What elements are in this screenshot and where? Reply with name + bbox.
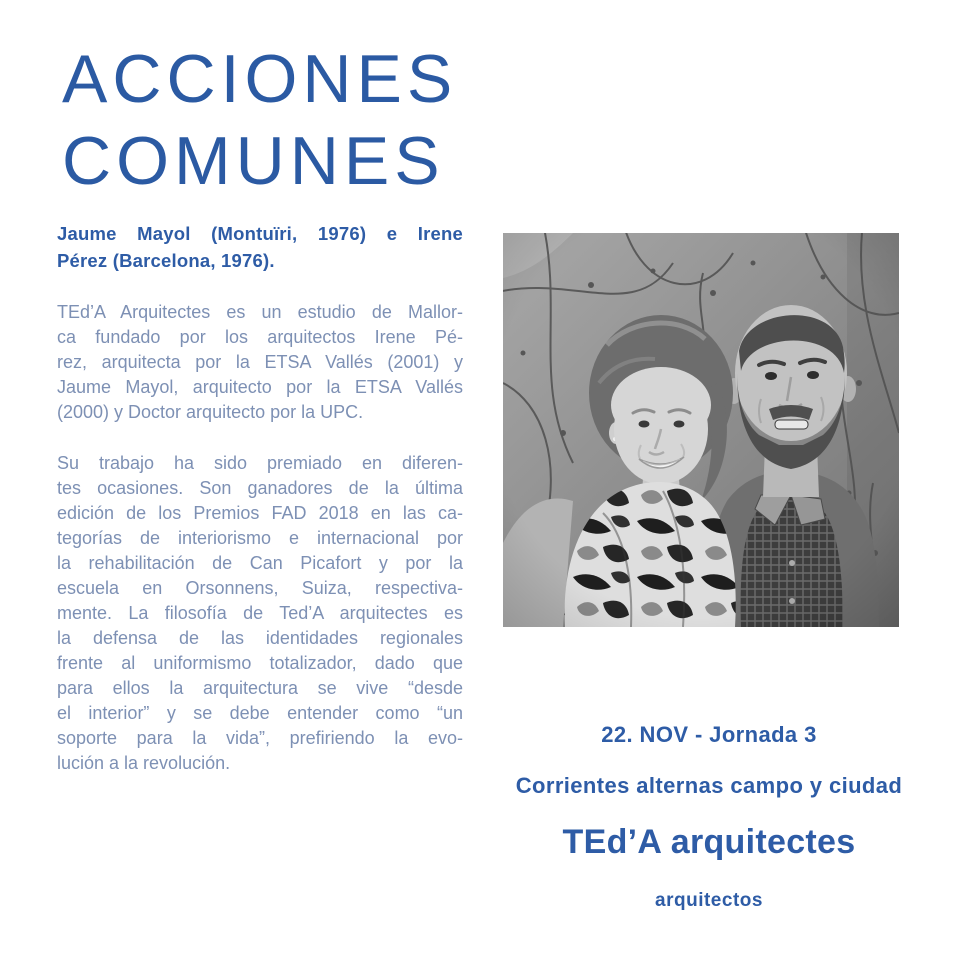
bio-paragraph-studio: TEd’A Arquitectes es un estudio de Mallor- ca fundado por los arquitectos Irene Pé- rez, arquitecta por la ETSA Vallés (2001) y Jaume Mayol, arquitecto por la ETSA Vallés (2000) y Doctor arquitecto por la UPC. — [57, 302, 463, 422]
event-date: 22. NOV - Jornada 3 — [601, 722, 817, 747]
studio-name: TEd’A arquitectes — [562, 823, 856, 861]
event-info — [509, 722, 909, 912]
biography-column — [57, 220, 463, 802]
photo-vignette — [503, 233, 899, 627]
portrait-photo-illustration — [503, 233, 899, 627]
studio-subtitle: arquitectos — [655, 890, 763, 911]
bio-paragraph-awards: Su trabajo ha sido premiado en diferen- tes ocasiones. Son ganadores de la última edición de los Premios FAD 2018 en las ca- tegorías de interiorismo e internacional por la rehabilitación de Can Picafort y por la escuela en Orsonnens, Suiza, respectiva- mente. La filosofía de Ted’A arquitectes es la defensa de las identidades regionales frente al uniformismo totalizador, dado que para ellos la arquitectura se vive “desde el interior” y se debe entender como “un soporte para la vida”, prefiriendo la evo- lución a la revolución. — [57, 453, 463, 773]
event-session-title: Corrientes alternas campo y ciudad — [515, 773, 903, 798]
portrait-photo — [503, 233, 899, 627]
authors-intro: Jaume Mayol (Montuïri, 1976) e Irene Pérez (Barcelona, 1976). — [57, 223, 463, 271]
poster-title-line2: COMUNES — [62, 123, 445, 199]
poster-title-line1: ACCIONES — [62, 41, 458, 117]
poster-title — [62, 38, 457, 202]
